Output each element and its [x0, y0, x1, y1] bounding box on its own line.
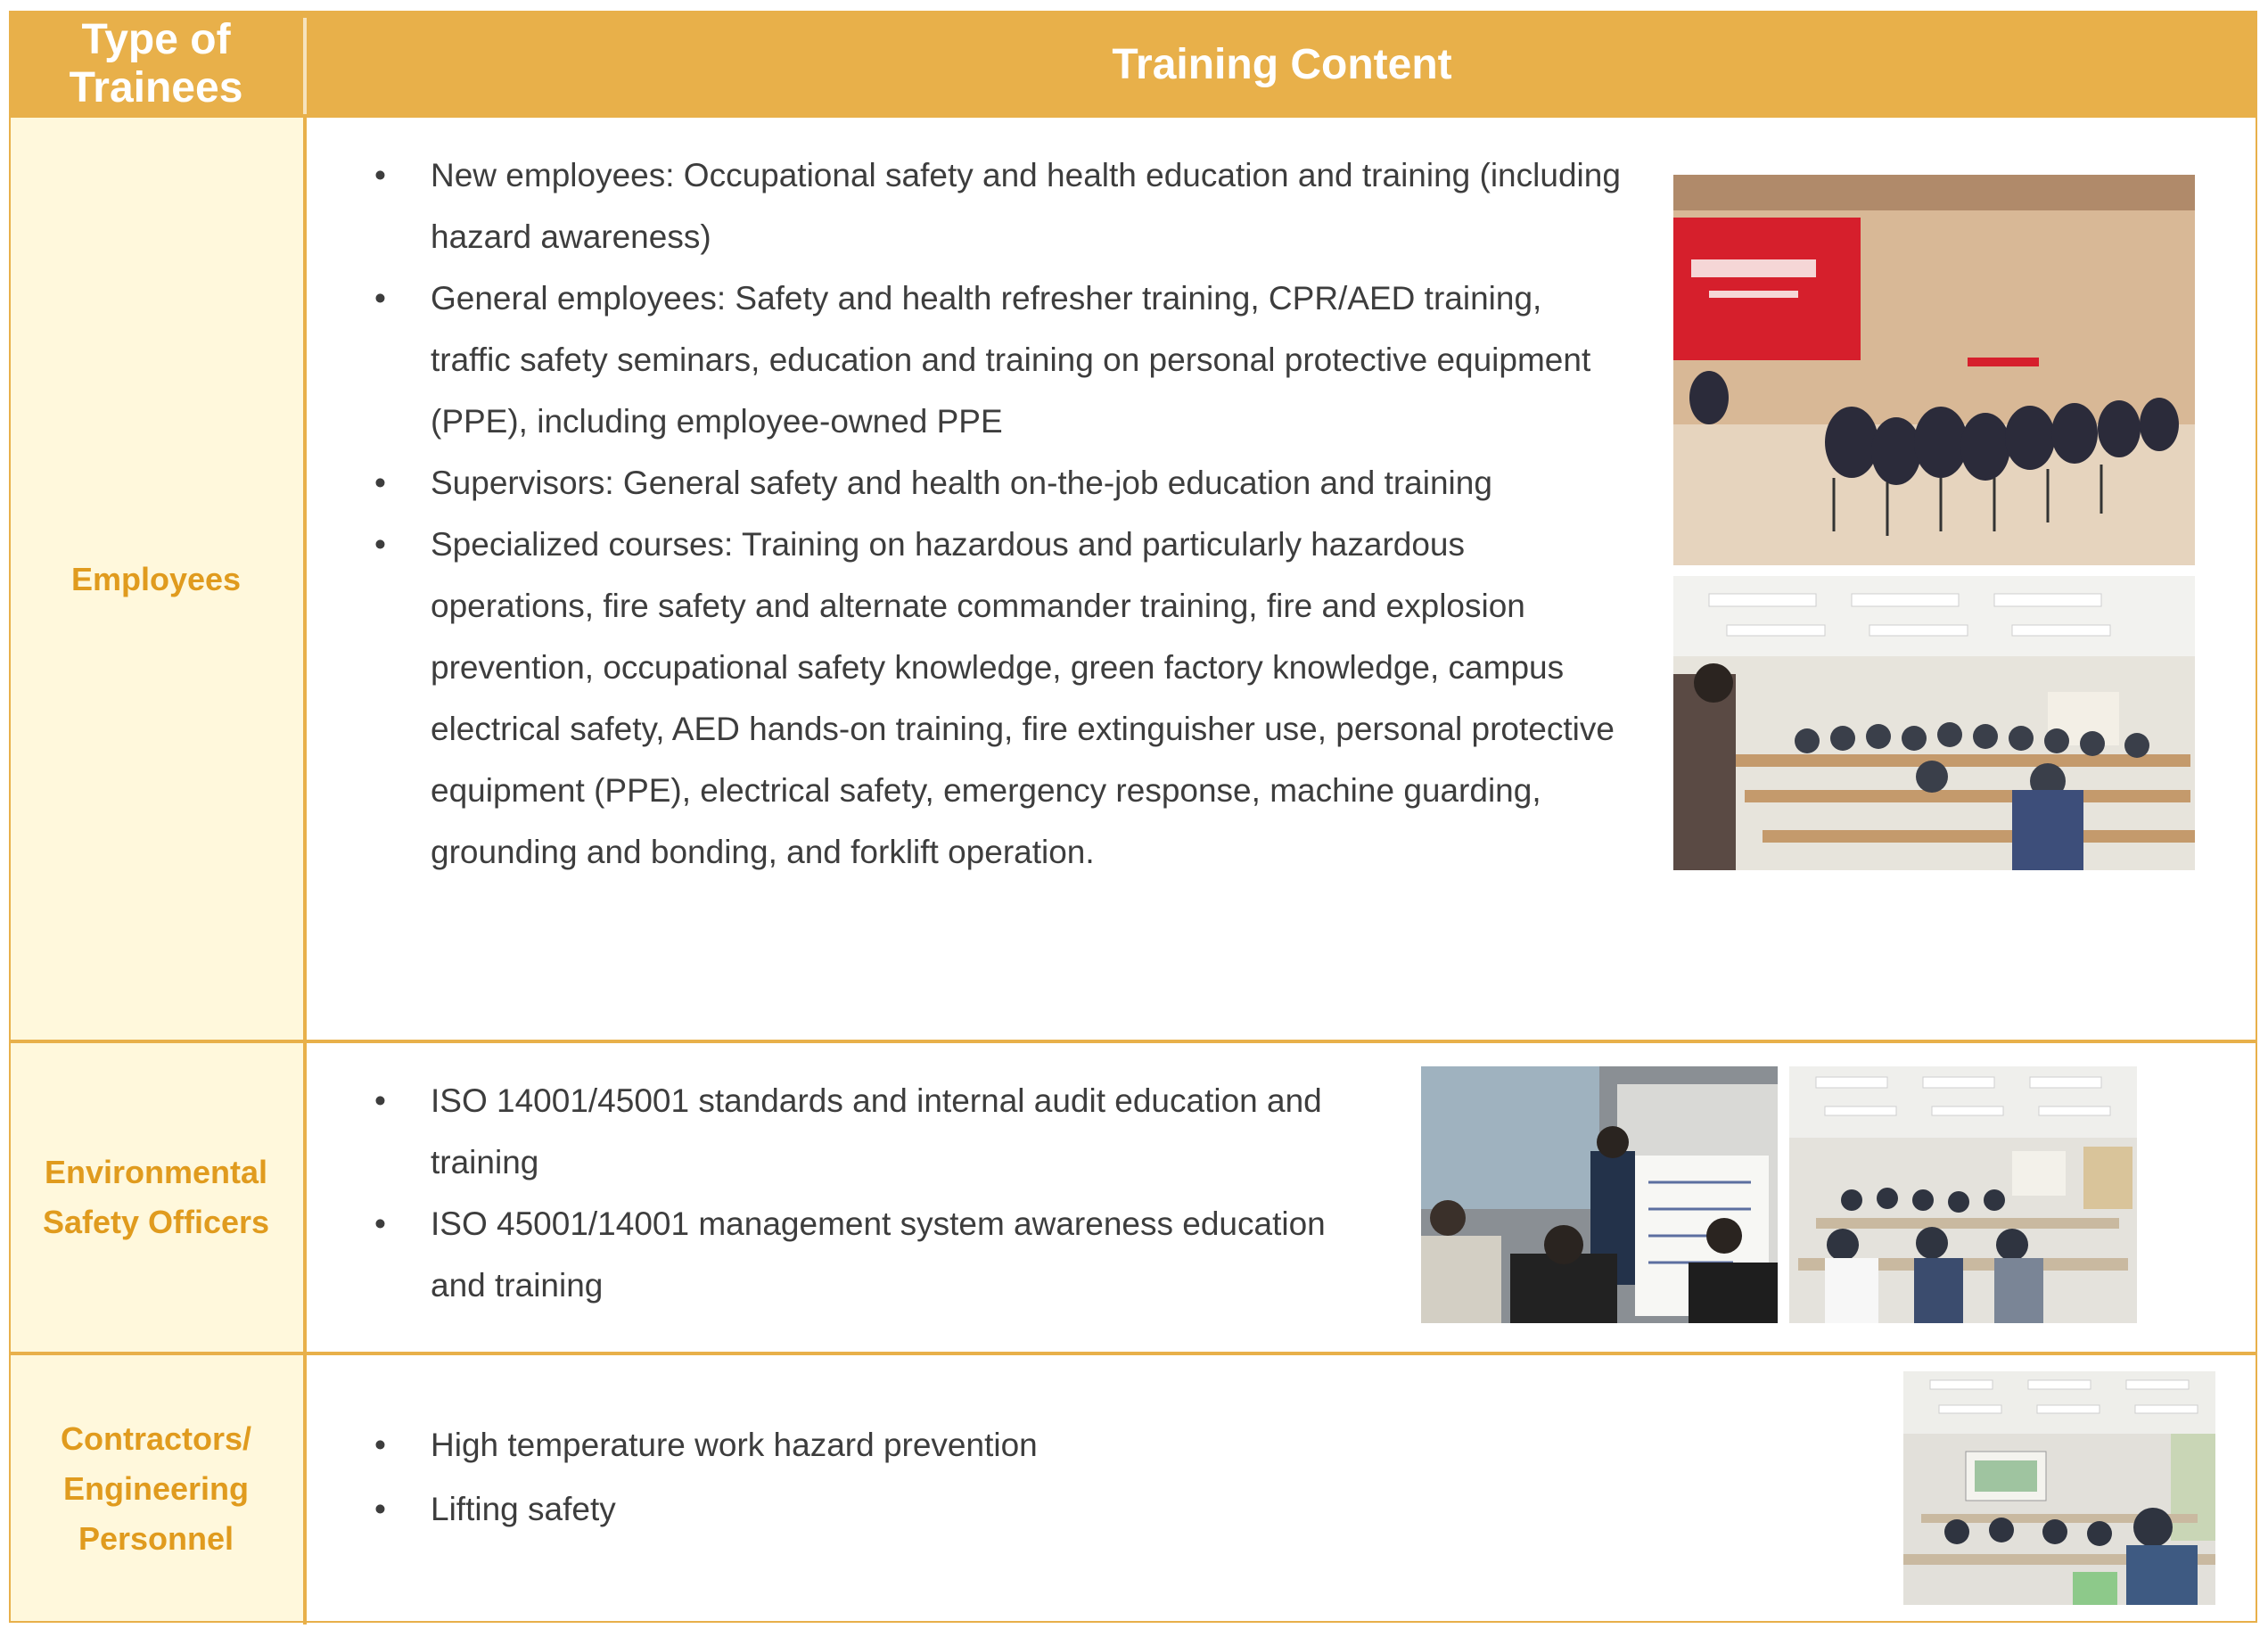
column-divider	[303, 118, 307, 1625]
row-label-contractors-engineering-personnel: Contractors/ Engineering Personnel	[60, 1420, 252, 1557]
photo-cpr-training-hall	[1673, 175, 2195, 565]
list-item: • New employees: Occupational safety and health education and training (including hazard awareness)	[374, 144, 1623, 267]
list-item: • Supervisors: General safety and health on-the-job education and training	[374, 452, 1623, 514]
list-item: • ISO 14001/45001 standards and internal audit education and training	[374, 1070, 1382, 1193]
row-divider-1	[9, 1040, 2257, 1043]
list-item: • General employees: Safety and health refresher training, CPR/AED training, traffic safety seminars, education and training on personal protective equipment (PPE), including employee-owned PPE	[374, 267, 1623, 452]
list-item: • Specialized courses: Training on hazardous and particularly hazardous operations, fire safety and alternate commander training, fire and explosion prevention, occupational safety knowledge, green factory knowledge, campus electrical safety, AED hands-on training, fire extinguisher use, personal protective equipment (PPE), electrical safety, emergency response, machine guarding, grounding and bonding, and forklift operation.	[374, 514, 1623, 883]
row-label-employees: Employees	[70, 561, 242, 597]
photo-contractor-training	[1903, 1371, 2215, 1605]
header-training-content: Training Content	[1112, 40, 1452, 88]
photo-iso-audit-training-1	[1421, 1066, 1778, 1323]
eso-training-list	[374, 1070, 1382, 1316]
contractor-training-list	[374, 1413, 1533, 1542]
photo-iso-audit-training-2	[1789, 1066, 2137, 1323]
table-header	[9, 11, 2257, 118]
list-item: • Lifting safety	[374, 1477, 1533, 1542]
employees-training-list	[374, 144, 1623, 883]
training-table	[9, 11, 2257, 1625]
list-item: • High temperature work hazard prevention	[374, 1413, 1533, 1477]
row-label-environmental-safety-officers: Environmental Safety Officers	[42, 1154, 270, 1240]
header-type-of-trainees: Type of Trainees	[69, 16, 243, 111]
photo-employee-classroom	[1673, 576, 2195, 870]
row-divider-2	[9, 1352, 2257, 1355]
list-item: • ISO 45001/14001 management system awareness education and training	[374, 1193, 1382, 1316]
